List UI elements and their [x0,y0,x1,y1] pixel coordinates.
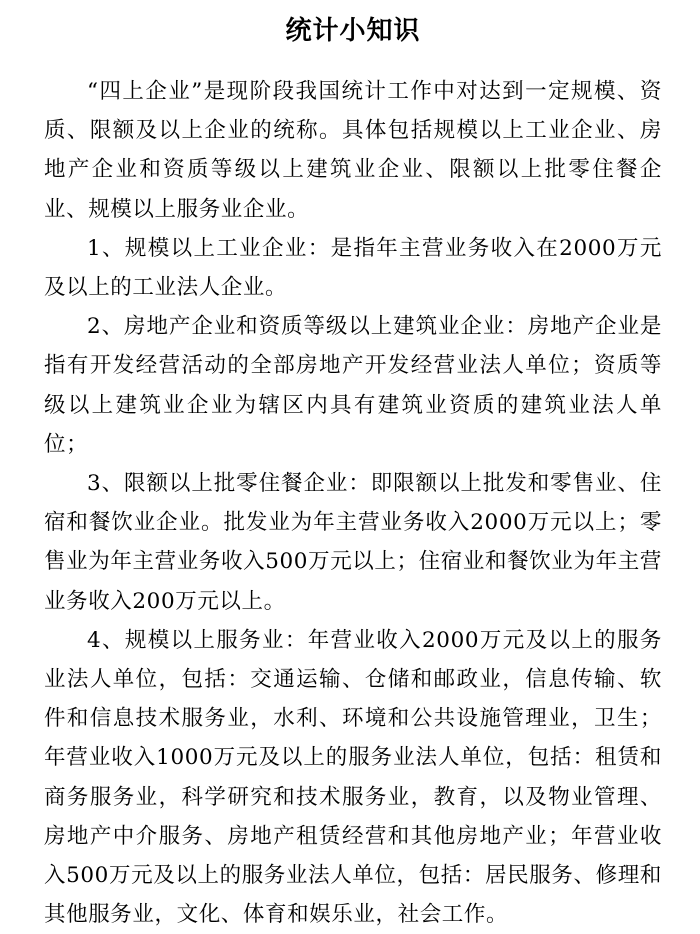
paragraph-item-4: 4、规模以上服务业：年营业收入2000万元及以上的服务业法人单位，包括：交通运输、仓储和邮政业，信息传输、软件和信息技术服务业，水利、环境和公共设施管理业，卫生；年营业收入1000万元及以上的服务业法人单位，包括：租赁和商务服务业，科学研究和技术服务业，教育，以及物业管理、房地产中介服务、房地产租赁经营和其他房地产业；年营业收入500万元及以上的服务业法人单位，包括：居民服务、修理和其他服务业，文化、体育和娱乐业，社会工作。 [44,627,662,928]
paragraph-item-2: 2、房地产企业和资质等级以上建筑业企业：房地产企业是指有开发经营活动的全部房地产开发经营业法人单位；资质等级以上建筑业企业为辖区内具有建筑业资质的建筑业法人单位； [44,314,662,457]
paragraph-item-3: 3、限额以上批零住餐企业：即限额以上批发和零售业、住宿和餐饮业企业。批发业为年主营业务收入2000万元以上；零售业为年主营业务收入500万元以上；住宿业和餐饮业为年主营业务收入200万元以上。 [44,471,662,614]
page-title: 统计小知识 [285,16,421,46]
paragraph-intro: “四上企业”是现阶段我国统计工作中对达到一定规模、资质、限额及以上企业的统称。具体包括规模以上工业企业、房地产企业和资质等级以上建筑业企业、限额以上批零住餐企业、规模以上服务业企业。 [44,79,662,222]
paragraph-item-1: 1、规模以上工业企业：是指年主营业务收入在2000万元及以上的工业法人企业。 [44,235,662,301]
